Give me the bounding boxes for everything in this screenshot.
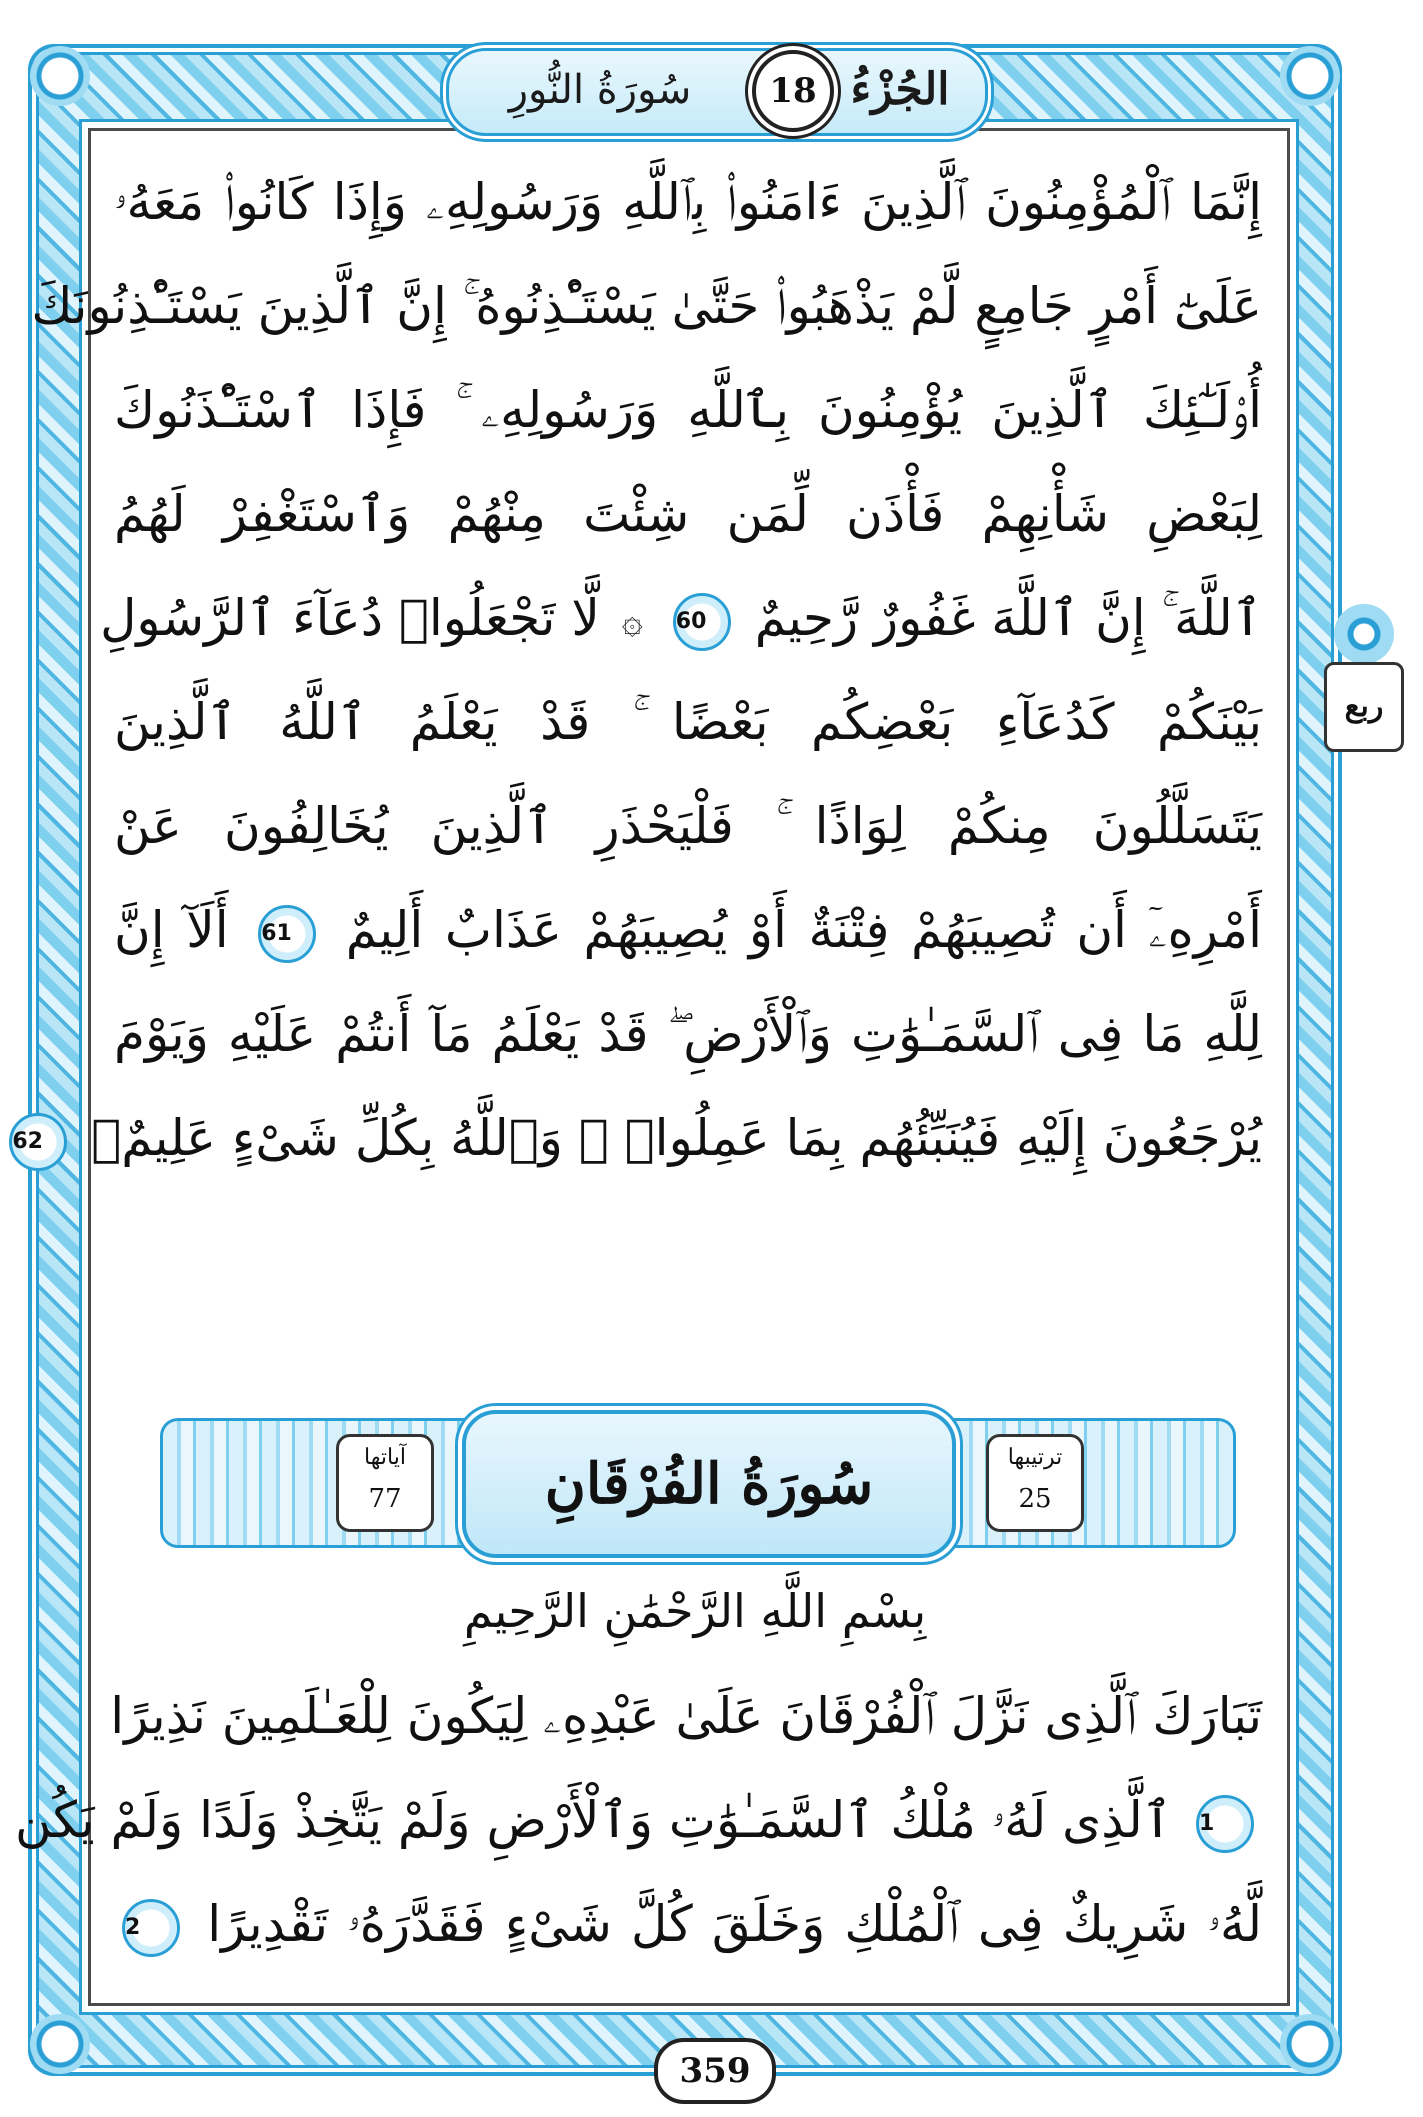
verse-line: أُو۟لَـٰٓئِكَ ٱلَّذِينَ يُؤْمِنُونَ بِٱللَّهِ وَرَسُولِهِۦ ۚ فَإِذَا ٱسْتَـْٔذَنُوكَ: [114, 381, 1262, 439]
verse-segment: أَمْرِهِۦٓ أَن تُصِيبَهُمْ فِتْنَةٌ أَوْ يُصِيبَهُمْ عَذَابٌ أَلِيمٌ: [345, 901, 1262, 959]
ayah-number-marker: 2: [122, 1899, 180, 1957]
verse-segment: أَلَآ إِنَّ: [114, 901, 229, 959]
juz-number-badge: 18: [752, 50, 834, 132]
basmala: بِسْمِ اللَّهِ الرَّحْمَٰنِ الرَّحِيمِ: [463, 1584, 927, 1638]
verse-line: [12, 1086, 1262, 1190]
verse-line: لِبَعْضِ شَأْنِهِمْ فَأْذَن لِّمَن شِئْتَ مِنْهُمْ وَٱسْتَغْفِرْ لَهُمُ: [114, 485, 1262, 543]
corner-ornament-icon: [1280, 46, 1340, 106]
ayat-label: آياتها: [364, 1445, 406, 1470]
ayah-number-marker: 62: [9, 1113, 67, 1171]
ayah-number-marker: 61: [258, 905, 316, 963]
corner-ornament-icon: [1280, 2014, 1340, 2074]
verse-line: بَيْنَكُمْ كَدُعَآءِ بَعْضِكُم بَعْضًا ۚ قَدْ يَعْلَمُ ٱللَّهُ ٱلَّذِينَ: [114, 693, 1262, 751]
verse-line: عَلَىٰٓ أَمْرٍ جَامِعٍ لَّمْ يَذْهَبُوا۟ حَتَّىٰ يَسْتَـْٔذِنُوهُ ۚ إِنَّ ٱلَّذِينَ يَسْتَـْٔذِنُونَكَ: [31, 277, 1262, 335]
ayah-number-marker: 1: [1196, 1795, 1254, 1853]
flower-ornament-icon: [1334, 604, 1394, 664]
verse-line: إِنَّمَا ٱلْمُؤْمِنُونَ ٱلَّذِينَ ءَامَنُوا۟ بِٱللَّهِ وَرَسُولِهِۦ وَإِذَا كَانُوا۟ مَعَهُۥ: [114, 173, 1262, 231]
ayat-count-box: [336, 1434, 434, 1532]
page-number: 359: [654, 2038, 776, 2104]
corner-ornament-icon: [30, 46, 90, 106]
ayah-number-marker: 60: [673, 593, 731, 651]
juz-label: الجُزْءُ: [850, 64, 950, 115]
ayat-count: 77: [368, 1484, 402, 1514]
surah-title: سُورَةُ الفُرْقَانِ: [462, 1410, 956, 1558]
verse-block-top: [12, 150, 1262, 1190]
rub-label: ربع: [1324, 662, 1404, 752]
verse-block-bottom: [15, 1664, 1262, 1976]
surah-order-number: 25: [1018, 1484, 1052, 1514]
verse-line: [15, 1768, 1262, 1872]
surah-order-box: [986, 1434, 1084, 1532]
verse-line: تَبَارَكَ ٱلَّذِى نَزَّلَ ٱلْفُرْقَانَ عَلَىٰ عَبْدِهِۦ لِيَكُونَ لِلْعَـٰلَمِينَ نَذِيرًا: [110, 1687, 1262, 1745]
verse-segment: يُرْجَعُونَ إِلَيْهِ فَيُنَبِّئُهُم بِمَا عَمِلُوا۟ ۗ وَٱللَّهُ بِكُلِّ شَىْءٍ عَلِيمٌۢ: [91, 1109, 1262, 1167]
surah-name-header: سُورَةُ النُّورِ: [508, 67, 692, 113]
rub-hizb-icon: ۞: [621, 600, 643, 642]
verse-segment: ٱللَّهَ ۚ إِنَّ ٱللَّهَ غَفُورٌ رَّحِيمٌ: [754, 589, 1262, 647]
verse-line: يَتَسَلَّلُونَ مِنكُمْ لِوَاذًا ۚ فَلْيَحْذَرِ ٱلَّذِينَ يُخَالِفُونَ عَنْ: [114, 797, 1262, 855]
verse-segment: ٱلَّذِى لَهُۥ مُلْكُ ٱلسَّمَـٰوَٰتِ وَٱلْأَرْضِ وَلَمْ يَتَّخِذْ وَلَدًا وَلَمْ يَكُن: [15, 1791, 1173, 1849]
verse-line: [100, 566, 1262, 670]
verse-line: لِلَّهِ مَا فِى ٱلسَّمَـٰوَٰتِ وَٱلْأَرْضِ ۖ قَدْ يَعْلَمُ مَآ أَنتُمْ عَلَيْهِ وَيَوْمَ: [114, 1005, 1262, 1063]
rub-side-marker: [1320, 604, 1408, 754]
order-label: ترتيبها: [1007, 1445, 1063, 1470]
corner-ornament-icon: [30, 2014, 90, 2074]
verse-line: [114, 1872, 1262, 1976]
verse-line: [114, 878, 1262, 982]
verse-segment: لَّهُۥ شَرِيكٌ فِى ٱلْمُلْكِ وَخَلَقَ كُلَّ شَىْءٍ فَقَدَّرَهُۥ تَقْدِيرًا: [207, 1895, 1262, 1953]
verse-segment: لَّا تَجْعَلُوا۟ دُعَآءَ ٱلرَّسُولِ: [100, 589, 600, 647]
